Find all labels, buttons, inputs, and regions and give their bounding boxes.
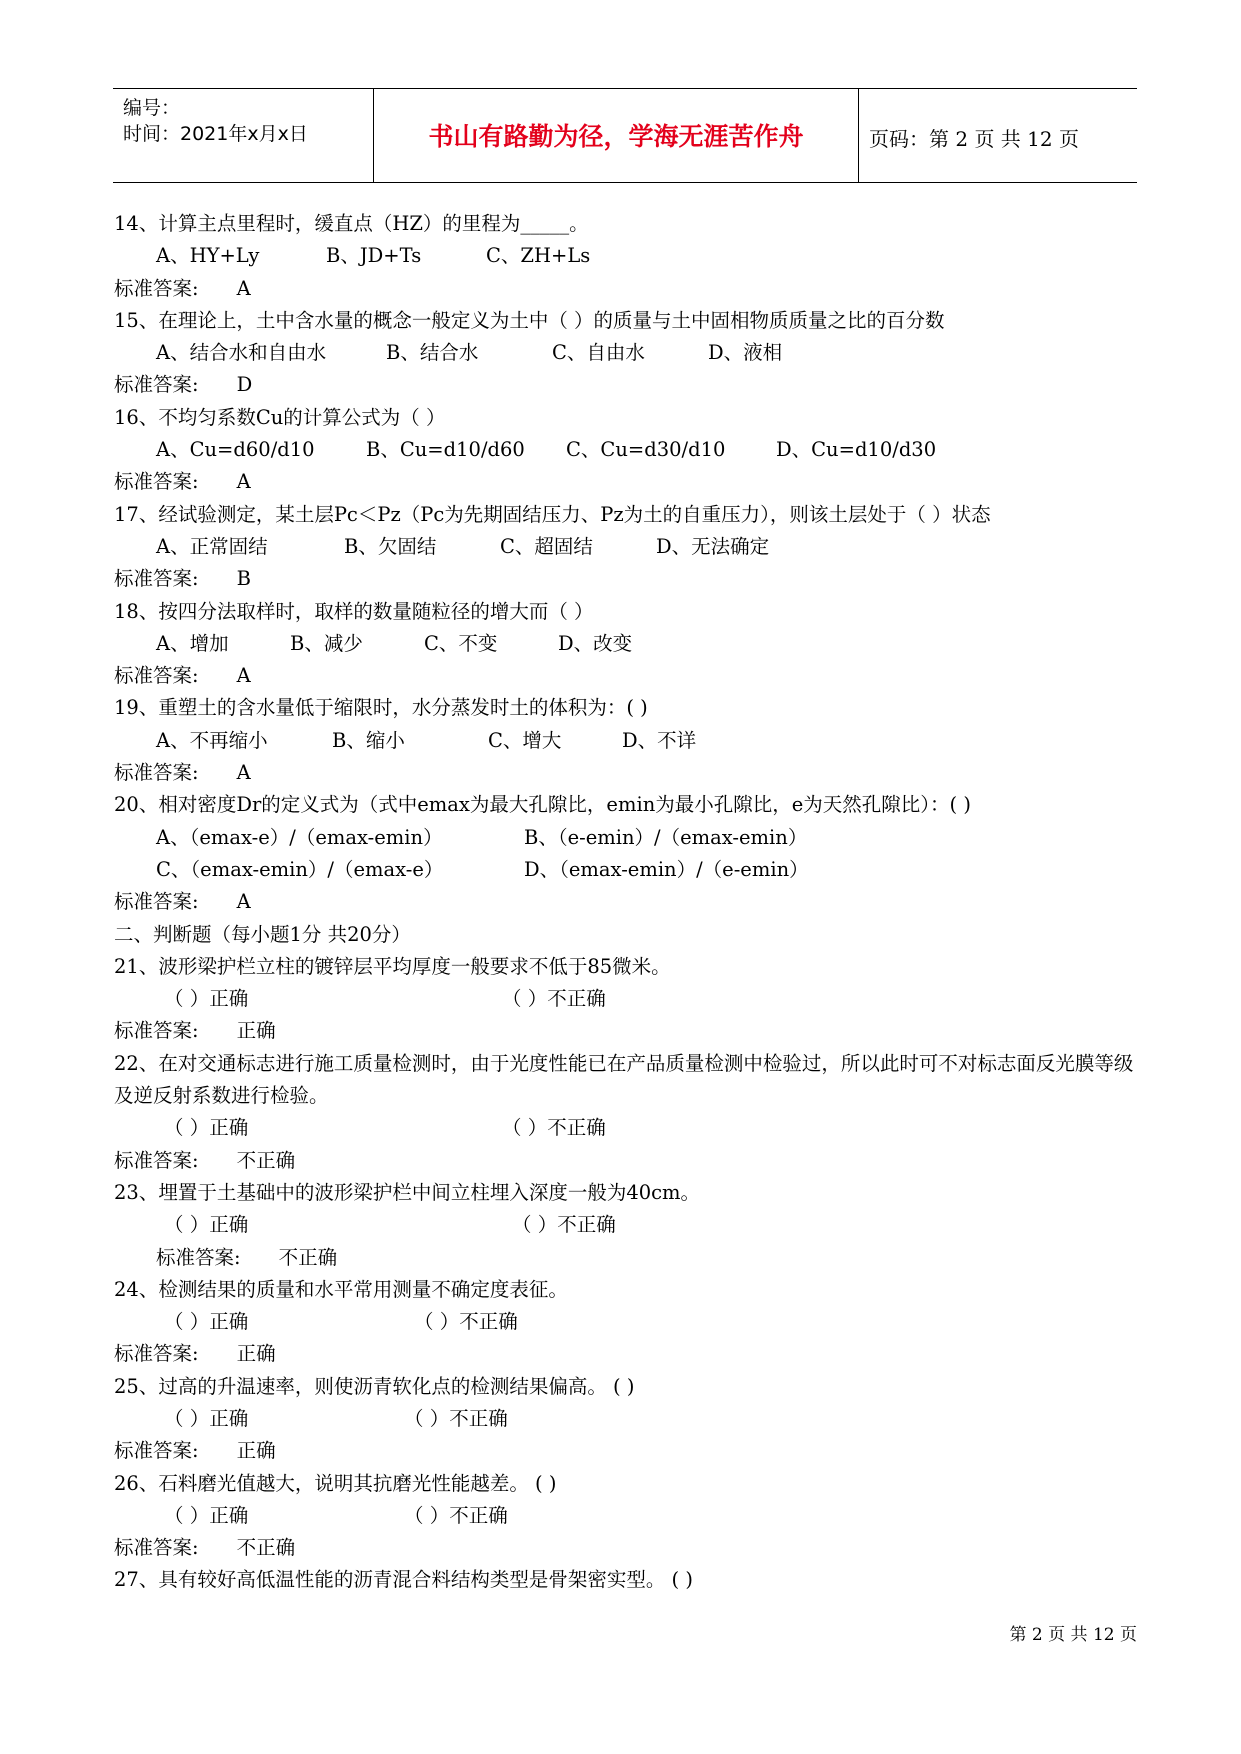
options-row [114,854,1144,886]
motto: 书山有路勤为径，学海无涯苦作舟 [428,122,804,151]
section-heading: 二、判断题（每小题1分 共20分） [114,922,411,946]
question-stem: 26、石料磨光值越大，说明其抗磨光性能越差。 ( ) [114,1471,557,1495]
option: B、欠固结 [344,534,437,558]
option: C、Cu=d30/d10 [566,438,726,462]
answer-row [114,660,1144,692]
option: C、增大 [488,728,562,752]
answer-row [114,563,1144,595]
answer-row [114,886,1144,918]
answer-row [114,369,1144,401]
option: （ ）正确 [164,1116,249,1140]
answer-row [114,1242,1144,1274]
question-stem: 14、计算主点里程时，缓直点（HZ）的里程为_____。 [114,212,589,235]
option: B、减少 [290,631,363,655]
answer-value: A [236,470,251,494]
document-time-label: 时间：2021年x月x日 [123,123,308,145]
option: C、不变 [424,631,498,655]
option: （ ）不正确 [502,1116,606,1140]
option: A、Cu=d60/d10 [156,438,315,462]
options-row [114,240,1144,272]
option: D、液相 [708,341,783,365]
option: （ ）不正确 [512,1213,616,1237]
option: C、自由水 [552,341,645,365]
answer-value: 正确 [236,1342,276,1366]
option: （ ）不正确 [404,1406,508,1430]
option: A、增加 [156,631,229,655]
answer-row [114,1015,1144,1047]
answer-row [114,1338,1144,1370]
answer-label: 标准答案: [114,890,199,914]
answer-label: 标准答案: [114,1342,199,1366]
option: （ ）正确 [164,987,249,1011]
options-row [114,1500,1144,1532]
question-stem: 21、波形梁护栏立柱的镀锌层平均厚度一般要求不低于85微米。 [114,954,671,978]
question-stem: 18、按四分法取样时，取样的数量随粒径的增大而（ ） [114,599,594,623]
option: C、ZH+Ls [486,244,591,268]
options-row [114,725,1144,757]
answer-row [114,757,1144,789]
answer-row [114,1435,1144,1467]
option: （ ）不正确 [502,987,606,1011]
options-row [114,1403,1144,1435]
option: C、（emax-emin）/（emax-e） [156,857,444,881]
header-motto-cell [374,89,859,182]
options-row [114,628,1144,660]
answer-row [114,273,1144,305]
answer-row [114,466,1144,498]
question-stem: 16、不均匀系数Cu的计算公式为（ ） [114,405,446,429]
option: B、结合水 [386,341,479,365]
answer-label: 标准答案: [114,1019,199,1043]
answer-label: 标准答案: [114,1439,199,1463]
document-header [113,88,1137,183]
option: （ ）正确 [164,1503,249,1527]
answer-value: D [236,373,253,397]
answer-label: 标准答案: [114,470,199,494]
options-row [114,531,1144,563]
answer-value: A [236,761,251,785]
answer-value: 不正确 [278,1245,338,1269]
header-page-cell [859,89,1137,182]
answer-label: 标准答案: [114,276,199,300]
options-row [114,983,1144,1015]
page-footer: 第 2 页 共 12 页 [1009,1625,1137,1645]
page-code: 页码：第 2 页 共 12 页 [869,127,1079,151]
question-stem: 17、经试验测定，某土层Pc＜Pz（Pc为先期固结压力、Pz为土的自重压力），则该土层处于（ ）状态 [114,502,991,526]
options-row [114,1112,1144,1144]
answer-label: 标准答案: [114,1148,199,1172]
question-stem: 20、相对密度Dr的定义式为（式中emax为最大孔隙比，emin为最小孔隙比，e为天然孔隙比）：( ) [114,793,971,817]
question-stem: 15、在理论上，土中含水量的概念一般定义为土中（ ）的质量与土中固相物质质量之比的百分数 [114,308,945,332]
option: A、结合水和自由水 [156,341,327,365]
option: （ ）正确 [164,1406,249,1430]
answer-value: 正确 [236,1019,276,1043]
option: D、Cu=d10/d30 [776,438,937,462]
answer-value: A [236,890,251,914]
answer-value: A [236,664,251,688]
option: D、不详 [622,728,697,752]
options-row [114,434,1144,466]
document-number-label: 编号： [123,97,181,119]
answer-value: 不正确 [236,1148,296,1172]
answer-label: 标准答案: [114,761,199,785]
answer-label: 标准答案: [114,1536,199,1560]
answer-row [114,1532,1144,1564]
options-row [114,337,1144,369]
answer-value: A [236,276,251,300]
option: （ ）不正确 [404,1503,508,1527]
question-stem: 25、过高的升温速率，则使沥青软化点的检测结果偏高。 ( ) [114,1374,635,1398]
question-stem: 19、重塑土的含水量低于缩限时，水分蒸发时土的体积为：( ) [114,696,648,720]
option: （ ）不正确 [414,1310,518,1334]
option: D、无法确定 [656,534,770,558]
option: B、（e-emin）/（emax-emin） [524,825,808,849]
question-stem: 22、在对交通标志进行施工质量检测时，由于光度性能已在产品质量检测中检验过，所以此时可不对标志面反光膜等级及逆反射系数进行检验。 [114,1051,1134,1108]
answer-label: 标准答案: [114,567,199,591]
option: B、JD+Ts [326,244,422,268]
options-row [114,1306,1144,1338]
option: C、超固结 [500,534,593,558]
answer-label: 标准答案: [114,664,199,688]
answer-value: B [236,567,251,591]
options-row [114,822,1144,854]
option: A、HY+Ly [156,244,260,268]
options-row [114,1209,1144,1241]
option: D、（emax-emin）/（e-emin） [524,857,809,881]
option: A、（emax-e）/（emax-emin） [156,825,443,849]
document-body [114,208,1144,1597]
answer-value: 正确 [236,1439,276,1463]
option: A、正常固结 [156,534,268,558]
answer-label: 标准答案: [114,373,199,397]
option: B、Cu=d10/d60 [366,438,525,462]
option: （ ）正确 [164,1213,249,1237]
question-stem: 27、具有较好高低温性能的沥青混合料结构类型是骨架密实型。 ( ) [114,1568,693,1592]
option: A、不再缩小 [156,728,268,752]
option: B、缩小 [332,728,405,752]
answer-label: 标准答案: [156,1245,241,1269]
question-stem: 24、检测结果的质量和水平常用测量不确定度表征。 [114,1277,568,1301]
header-meta-cell [113,89,374,182]
answer-value: 不正确 [236,1536,296,1560]
question-stem: 23、埋置于土基础中的波形梁护栏中间立柱埋入深度一般为40cm。 [114,1180,701,1204]
answer-row [114,1145,1144,1177]
option: （ ）正确 [164,1310,249,1334]
option: D、改变 [558,631,633,655]
